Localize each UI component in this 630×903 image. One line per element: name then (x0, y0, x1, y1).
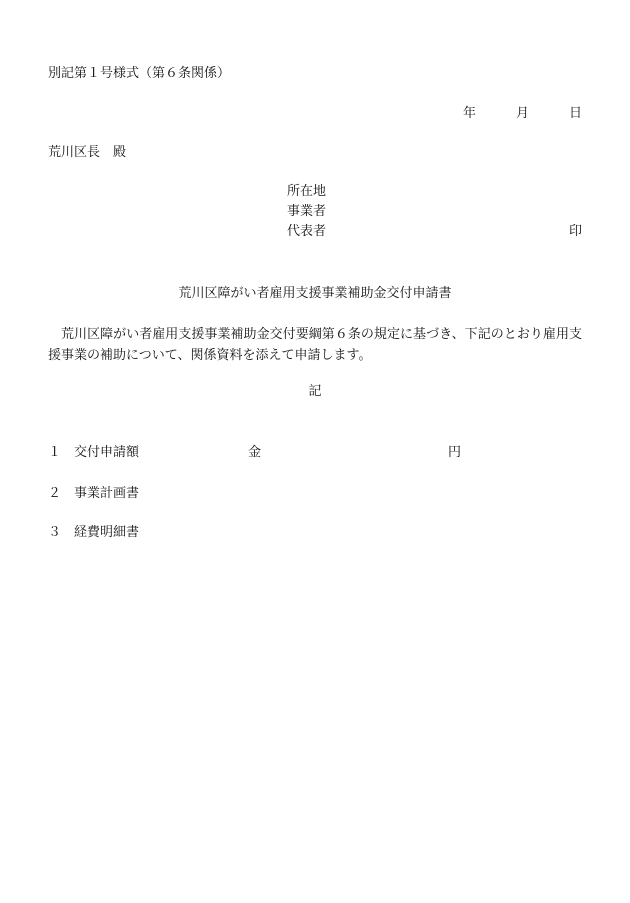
representative-label: 代表者 (287, 224, 327, 239)
date-year-label: 年 (462, 106, 476, 121)
date-line (463, 106, 582, 122)
item-number: ２ (48, 486, 62, 501)
address-label: 所在地 (287, 184, 327, 199)
applicant-representative-row (287, 224, 582, 244)
seal-mark: 印 (568, 224, 582, 239)
addressee-name: 荒川区長 (48, 145, 101, 160)
addressee-honorific: 殿 (113, 145, 127, 160)
item-label: 交付申請額 (74, 445, 140, 460)
date-day-label: 日 (568, 106, 582, 121)
item-label: 事業計画書 (74, 486, 140, 501)
item-label: 経費明細書 (74, 525, 140, 540)
item-number: １ (48, 445, 62, 460)
amount-suffix: 円 (448, 445, 462, 460)
body-paragraph: 荒川区障がい者雇用支援事業補助金交付要綱第６条の規定に基づき、下記のとおり雇用支援事業の補助について、関係資料を添えて申請します。 (48, 327, 582, 363)
date-month-label: 月 (515, 106, 529, 121)
addressee (48, 145, 126, 161)
amount-prefix: 金 (248, 445, 262, 460)
applicant-block (287, 184, 582, 244)
applicant-business-row (287, 204, 582, 224)
business-label: 事業者 (287, 204, 327, 219)
applicant-address-row (287, 184, 582, 204)
item-number: ３ (48, 525, 62, 540)
form-number: 別記第１号様式（第６条関係） (48, 66, 231, 81)
document-title: 荒川区障がい者雇用支援事業補助金交付申請書 (178, 286, 452, 301)
ki-heading: 記 (308, 384, 322, 399)
